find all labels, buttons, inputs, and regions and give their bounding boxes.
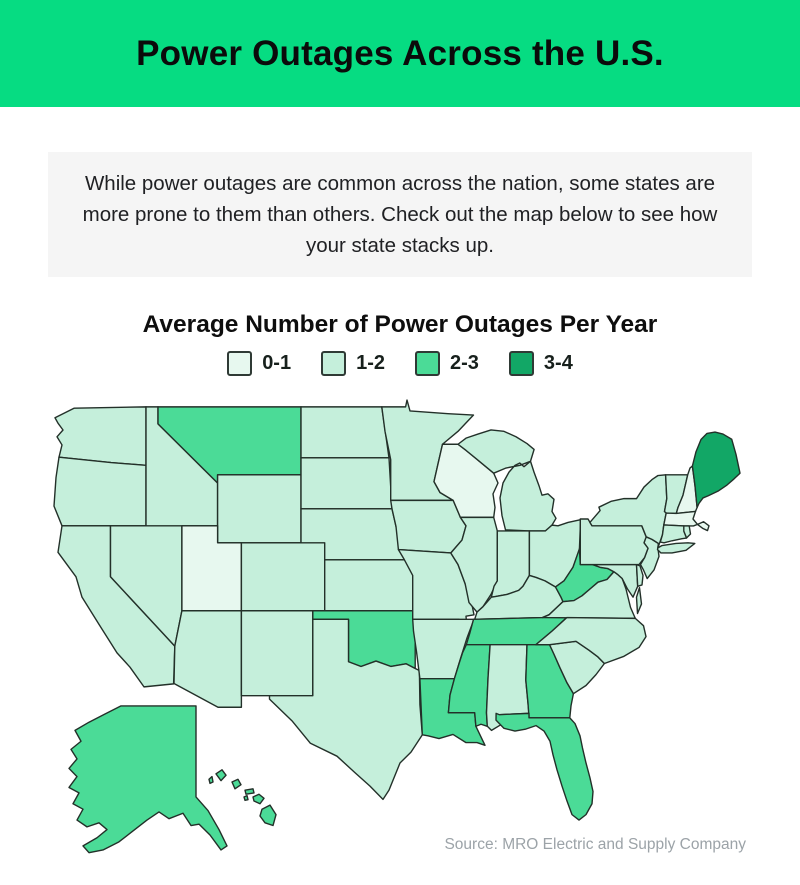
legend-label: 2-3 xyxy=(450,352,479,374)
map-title: Average Number of Power Outages Per Year xyxy=(142,311,658,338)
state-az xyxy=(174,611,241,708)
header-banner xyxy=(0,0,800,107)
state-ia xyxy=(391,500,466,553)
state-wy xyxy=(218,475,301,543)
state-nm xyxy=(241,611,312,696)
legend-swatch-3-4 xyxy=(509,351,534,376)
legend xyxy=(0,351,800,376)
state-or xyxy=(54,457,146,526)
legend-label: 0-1 xyxy=(262,352,292,374)
source-credit: Source: MRO Electric and Supply Company xyxy=(444,836,746,853)
legend-swatch-0-1 xyxy=(227,351,252,376)
legend-label: 1-2 xyxy=(356,352,385,374)
page-title: Power Outages Across the U.S. xyxy=(136,33,664,73)
legend-label: 3-4 xyxy=(543,352,573,374)
legend-swatch-2-3 xyxy=(415,351,440,376)
legend-item-1-2 xyxy=(321,351,385,376)
legend-swatch-1-2 xyxy=(321,351,346,376)
legend-item-3-4 xyxy=(509,351,573,376)
state-ks xyxy=(325,560,413,611)
state-sd xyxy=(301,458,392,509)
state-nd xyxy=(301,407,389,458)
us-map-svg xyxy=(46,396,751,869)
state-wa xyxy=(55,407,146,465)
intro-text: While power outages are common across the nation, some states are more prone to them than others. Check out the map below to see how your state stacks up. xyxy=(82,172,718,257)
state-co xyxy=(241,543,324,611)
state-fl xyxy=(496,713,593,820)
legend-item-0-1 xyxy=(227,351,291,376)
legend-item-2-3 xyxy=(415,351,479,376)
state-me xyxy=(692,432,740,507)
intro-box xyxy=(48,152,752,277)
state-hi xyxy=(209,770,276,826)
state-ct xyxy=(660,525,686,543)
us-choropleth-map xyxy=(46,396,751,869)
state-ak xyxy=(69,706,227,853)
